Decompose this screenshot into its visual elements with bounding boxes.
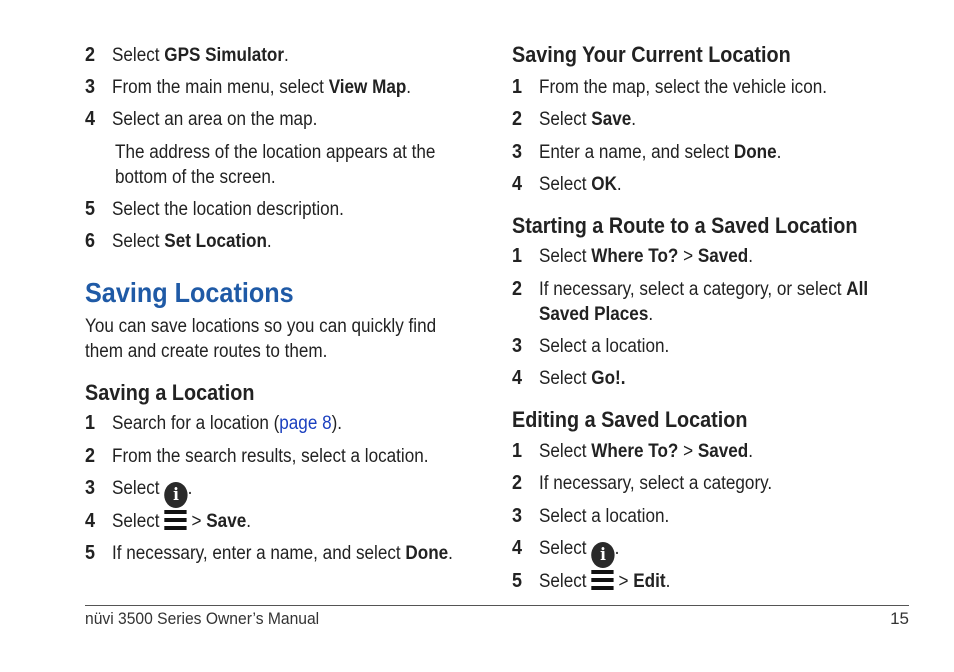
step-2: 2 Select GPS Simulator. [85,44,289,66]
route-step-3: 3 Select a location. [512,335,670,357]
edit-step-2: 2 If necessary, select a category. [512,472,773,494]
subsection-saving-a-location: Saving a Location [85,380,255,405]
subsection-route-to-saved: Starting a Route to a Saved Location [512,213,858,238]
step-5: 5 Select the location description. [85,198,344,220]
saving-step-2: 2 From the search results, select a location. [85,445,429,467]
footer-page-number: 15 [890,609,909,628]
edit-step-5: 5 Select > Edit. [512,570,671,592]
current-step-1: 1 From the map, select the vehicle icon. [512,76,827,98]
current-step-3: 3 Enter a name, and select Done. [512,141,782,163]
edit-step-4: 4 Select i . [512,536,872,568]
menu-icon [164,510,187,530]
step-6: 6 Select Set Location. [85,230,272,252]
edit-step-3: 3 Select a location. [512,505,670,527]
section-intro: You can save locations so you can quickly find them and create routes to them. [85,316,437,362]
footer-manual-title: nüvi 3500 Series Owner’s Manual [85,609,320,628]
info-icon: i [164,482,187,508]
info-icon: i [591,542,614,568]
current-step-4: 4 Select OK. [512,173,622,195]
page-8-link[interactable]: page 8 [279,413,332,434]
step-4-note: The address of the location appears at the bottom of the screen. [115,142,436,188]
current-step-2: 2 Select Save. [512,108,636,130]
route-step-1: 1 Select Where To? > Saved. [512,245,754,267]
step-3: 3 From the main menu, select View Map. [85,76,412,98]
footer-divider [85,605,909,606]
subsection-editing-saved: Editing a Saved Location [512,407,748,432]
route-step-4: 4 Select Go!. [512,367,626,389]
section-title: Saving Locations [85,277,294,308]
menu-icon [591,570,614,590]
saving-step-4: 4 Select > Save. [85,510,251,532]
route-step-2: 2 If necessary, select a category, or select All Saved Places. [512,278,869,325]
saving-step-5: 5 If necessary, enter a name, and select Done. [85,542,453,564]
saving-step-1: 1 Search for a location (page 8). [85,412,343,434]
subsection-saving-current-location: Saving Your Current Location [512,42,791,67]
edit-step-1: 1 Select Where To? > Saved. [512,440,754,462]
saving-step-3: 3 Select i . [85,476,454,508]
step-4: 4 Select an area on the map. [85,108,318,130]
